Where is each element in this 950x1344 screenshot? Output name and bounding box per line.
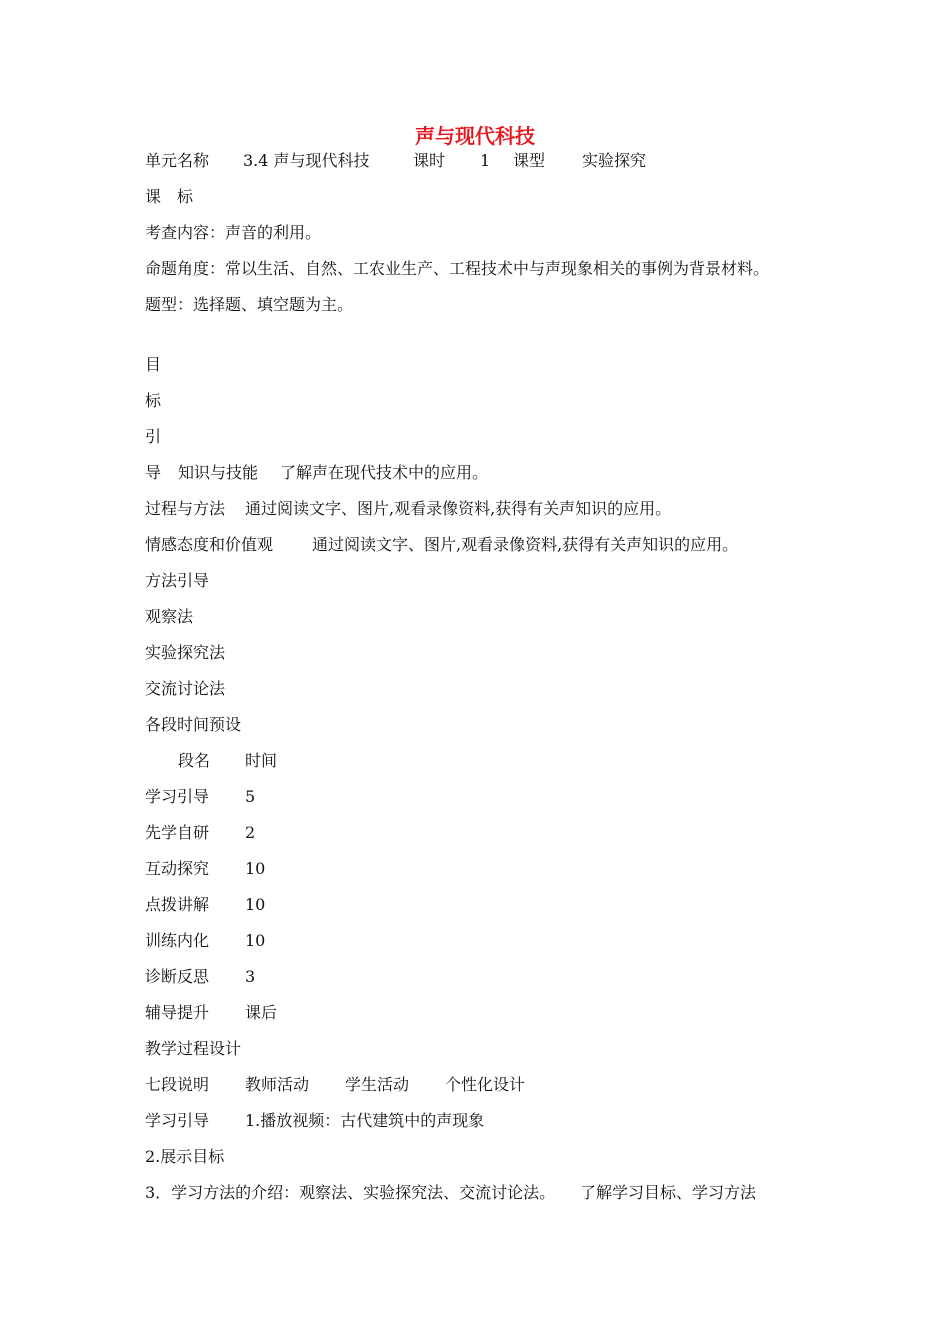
segment-name: 学习引导: [145, 787, 210, 806]
process-stage-name: 学习引导: [145, 1111, 210, 1130]
segment-time: 5: [245, 787, 256, 806]
segment-time: 2: [245, 823, 256, 842]
time-plan-heading: 各段时间预设: [145, 715, 242, 734]
process-col-custom: 个性化设计: [445, 1075, 526, 1094]
process-heading: 教学过程设计: [145, 1039, 242, 1058]
process-step: 1.播放视频：古代建筑中的声现象: [245, 1111, 485, 1130]
standard-content: 考查内容：声音的利用。: [145, 223, 322, 242]
method-item: 实验探究法: [145, 643, 226, 662]
segment-name: 辅导提升: [145, 1003, 210, 1022]
knowledge-value: 了解声在现代技术中的应用。: [280, 463, 489, 482]
unit-value: 3.4 声与现代科技: [243, 151, 370, 170]
segment-name: 训练内化: [145, 931, 210, 950]
segment-time: 10: [245, 931, 266, 950]
segment-time: 10: [245, 859, 266, 878]
standard-heading: 课 标: [145, 187, 194, 206]
segment-name: 互动探究: [145, 859, 210, 878]
unit-label: 单元名称: [145, 151, 210, 170]
process-step: 2.展示目标: [145, 1147, 225, 1166]
goals-char-1: 目: [145, 355, 162, 374]
goals-char-2: 标: [145, 391, 162, 410]
method-item: 观察法: [145, 607, 194, 626]
standard-angle: 命题角度：常以生活、自然、工农业生产、工程技术中与声现象相关的事例为背景材料。: [145, 259, 770, 278]
segment-name: 先学自研: [145, 823, 210, 842]
process-col-stage: 七段说明: [145, 1075, 210, 1094]
method-item: 交流讨论法: [145, 679, 226, 698]
goals-char-4: 导: [145, 463, 162, 482]
segment-time: 10: [245, 895, 266, 914]
process-col-teacher: 教师活动: [245, 1075, 310, 1094]
process-step: 3．学习方法的介绍：观察法、实验探究法、交流讨论法。: [145, 1183, 556, 1202]
segment-name: 诊断反思: [145, 967, 210, 986]
knowledge-label: 知识与技能: [178, 463, 259, 482]
time-plan-col-time: 时间: [245, 751, 278, 770]
period-value: 1: [480, 151, 491, 170]
process-col-student: 学生活动: [345, 1075, 410, 1094]
page-title: 声与现代科技: [415, 124, 535, 148]
type-value: 实验探究: [582, 151, 647, 170]
standard-question-types: 题型：选择题、填空题为主。: [145, 295, 354, 314]
period-label: 课时: [413, 151, 446, 170]
segment-time: 课后: [245, 1003, 278, 1022]
process-label: 过程与方法: [145, 499, 226, 518]
methods-heading: 方法引导: [145, 571, 210, 590]
time-plan-col-name: 段名: [178, 751, 211, 770]
emotion-label: 情感态度和价值观: [145, 535, 274, 554]
process-student-activity: 了解学习目标、学习方法: [580, 1183, 757, 1202]
goals-char-3: 引: [145, 427, 162, 446]
emotion-value: 通过阅读文字、图片,观看录像资料,获得有关声知识的应用。: [312, 535, 739, 554]
segment-time: 3: [245, 967, 256, 986]
process-value: 通过阅读文字、图片,观看录像资料,获得有关声知识的应用。: [245, 499, 672, 518]
type-label: 课型: [513, 151, 546, 170]
segment-name: 点拨讲解: [145, 895, 210, 914]
